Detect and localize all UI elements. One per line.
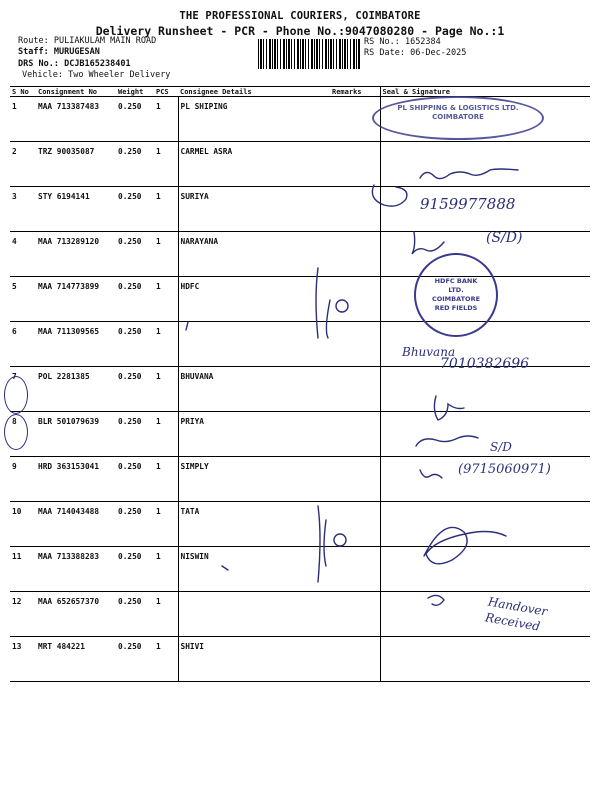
cell-pcs: 1: [154, 322, 178, 367]
cell-consignee: NISWIN: [178, 547, 330, 592]
cell-pcs: 1: [154, 637, 178, 682]
signature-stroke: [434, 396, 464, 420]
col-remarks: Remarks: [330, 87, 380, 97]
signature-stroke: [336, 300, 348, 312]
signature-stroke: [372, 185, 407, 206]
cell-consignment: MAA 714043488: [36, 502, 116, 547]
cell-pcs: 1: [154, 97, 178, 142]
cell-consignee: SURIYA: [178, 187, 330, 232]
cell-weight: 0.250: [116, 502, 154, 547]
signature-handwritten: Bhuvana: [402, 345, 456, 359]
cell-consignee: CARMEL ASRA: [178, 142, 330, 187]
signature-stroke: [334, 534, 346, 546]
signature-stroke: [318, 506, 326, 582]
drs-label: DRS No.:: [18, 59, 59, 69]
cell-weight: 0.250: [116, 142, 154, 187]
cell-consignee: SIMPLY: [178, 457, 330, 502]
cell-sno: 8: [10, 412, 36, 457]
signature-stroke: [316, 268, 330, 338]
staff-value: MURUGESAN: [53, 47, 100, 57]
col-consignee: Consignee Details: [178, 87, 330, 97]
phone-handwritten: (9715060971): [458, 462, 551, 477]
cell-pcs: 1: [154, 367, 178, 412]
cell-consignment: MAA 711309565: [36, 322, 116, 367]
cell-weight: 0.250: [116, 592, 154, 637]
cell-pcs: 1: [154, 412, 178, 457]
cell-consignment: MAA 713387483: [36, 97, 116, 142]
cell-sno: 4: [10, 232, 36, 277]
route-value: PULIAKULAM MAIN ROAD: [53, 36, 157, 46]
cell-pcs: 1: [154, 592, 178, 637]
signature-handwritten: (S/D): [486, 230, 523, 246]
runsheet-subtitle: Delivery Runsheet - PCR - Phone No.:9047080280 - Page No.:1: [95, 24, 505, 38]
cell-weight: 0.250: [116, 277, 154, 322]
cell-sno: 6: [10, 322, 36, 367]
cell-weight: 0.250: [116, 367, 154, 412]
cell-sno: 11: [10, 547, 36, 592]
drs-value: DCJB165238401: [64, 59, 131, 69]
cell-weight: 0.250: [116, 412, 154, 457]
rs-date-value: 06-Dec-2025: [410, 48, 467, 58]
cell-consignee: PL SHIPING: [178, 97, 330, 142]
signature-stroke: [420, 470, 442, 478]
cell-consignee: NARAYANA: [178, 232, 330, 277]
cell-consignee: BHUVANA: [178, 367, 330, 412]
rs-date-label: RS Date:: [364, 48, 405, 58]
rs-no-value: 1652384: [404, 37, 441, 47]
cell-sno: 1: [10, 97, 36, 142]
rs-no-label: RS No.:: [364, 37, 400, 47]
cell-consignee: HDFC: [178, 277, 330, 322]
cell-weight: 0.250: [116, 457, 154, 502]
cell-consignment: STY 6194141: [36, 187, 116, 232]
cell-pcs: 1: [154, 232, 178, 277]
stamp-text: HDFC BANK LTD. COIMBATORE RED FIELDS: [431, 277, 481, 312]
handover-note: Handover Received: [484, 594, 549, 634]
cell-consignment: POL 2281385: [36, 367, 116, 412]
company-title: THE PROFESSIONAL COURIERS, COIMBATORE: [179, 10, 421, 22]
cell-sno: 3: [10, 187, 36, 232]
cell-consignment: MAA 714773899: [36, 277, 116, 322]
cell-consignee: SHIVI: [178, 637, 330, 682]
signature-stroke: [416, 436, 478, 446]
cell-sno: 7: [10, 367, 36, 412]
cell-sno: 12: [10, 592, 36, 637]
col-sno: S No: [10, 87, 36, 97]
signature-stroke: [420, 169, 518, 179]
cell-sno: 5: [10, 277, 36, 322]
cell-pcs: 1: [154, 187, 178, 232]
col-consignment: Consignment No: [36, 87, 116, 97]
cell-consignment: MRT 484221: [36, 637, 116, 682]
cell-pcs: 1: [154, 502, 178, 547]
col-seal-signature: Seal & Signature: [380, 87, 590, 97]
signature-handwritten: S/D: [490, 440, 512, 454]
signature-stroke: [424, 527, 506, 563]
cell-sno: 9: [10, 457, 36, 502]
cell-sno: 10: [10, 502, 36, 547]
vehicle-value: Two Wheeler Delivery: [68, 70, 171, 80]
cell-consignment: MAA 713289120: [36, 232, 116, 277]
stamp-text: PL SHIPPING & LOGISTICS LTD. COIMBATORE: [397, 104, 519, 121]
cell-consignment: HRD 363153041: [36, 457, 116, 502]
cell-weight: 0.250: [116, 187, 154, 232]
vehicle-label: Vehicle:: [22, 70, 63, 80]
cell-consignment: MAA 652657370: [36, 592, 116, 637]
cell-weight: 0.250: [116, 232, 154, 277]
staff-label: Staff:: [18, 47, 49, 57]
col-pcs: PCS: [154, 87, 178, 97]
cell-consignment: TRZ 90035087: [36, 142, 116, 187]
cell-pcs: 1: [154, 547, 178, 592]
signature-stroke: [412, 232, 444, 254]
ink-mark: [186, 322, 228, 570]
cell-consignee: TATA: [178, 502, 330, 547]
cell-consignment: MAA 713388283: [36, 547, 116, 592]
route-label: Route:: [18, 36, 49, 46]
cell-pcs: 1: [154, 277, 178, 322]
cell-weight: 0.250: [116, 637, 154, 682]
cell-pcs: 1: [154, 457, 178, 502]
cell-consignment: BLR 501079639: [36, 412, 116, 457]
cell-weight: 0.250: [116, 97, 154, 142]
phone-handwritten: 9159977888: [420, 195, 516, 213]
cell-pcs: 1: [154, 142, 178, 187]
cell-sno: 13: [10, 637, 36, 682]
cell-weight: 0.250: [116, 322, 154, 367]
phone-handwritten: 7010382696: [440, 356, 530, 372]
cell-sno: 2: [10, 142, 36, 187]
signature-stroke: [428, 595, 444, 605]
col-weight: Weight: [116, 87, 154, 97]
cell-consignee: PRIYA: [178, 412, 330, 457]
cell-weight: 0.250: [116, 547, 154, 592]
